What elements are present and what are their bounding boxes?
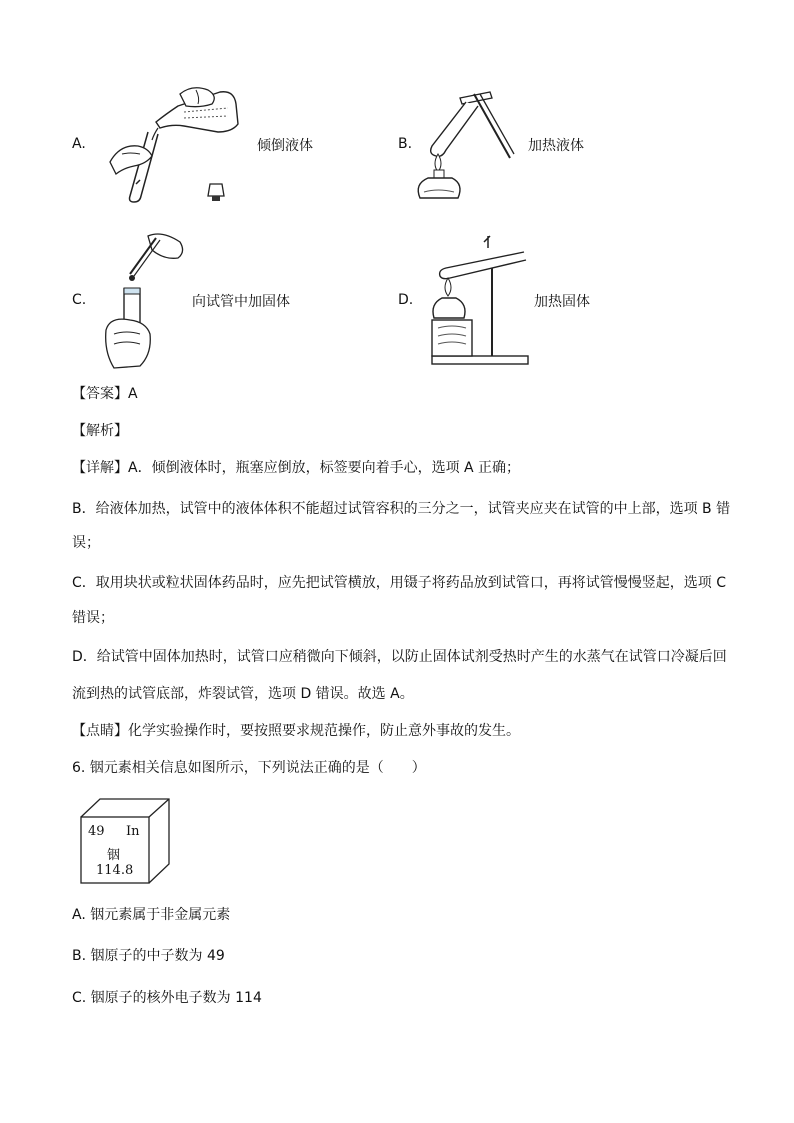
add-solid-illustration xyxy=(100,230,190,370)
option-a-letter: A. xyxy=(72,136,86,152)
option-d-letter: D. xyxy=(398,292,414,308)
answer-line xyxy=(72,384,138,404)
detail-line-2b: 误； xyxy=(72,535,100,551)
detail-text-1: A．倾倒液体时，瓶塞应倒放，标签要向着手心，选项 A 正确； xyxy=(128,460,521,476)
element-symbol: In xyxy=(126,824,140,839)
option-c-caption: 向试管中加固体 xyxy=(192,294,290,310)
analysis-tag: 【解析】 xyxy=(72,423,128,439)
atomic-mass: 114.8 xyxy=(96,863,134,878)
option-b-caption: 加热液体 xyxy=(528,138,584,154)
atomic-number: 49 xyxy=(88,824,105,839)
detail-line-4a: D．给试管中固体加热时，试管口应稍微向下倾斜，以防止固体试剂受热时产生的水蒸气在试管口冷凝后回 xyxy=(72,649,727,665)
detail-line-2a: B．给液体加热，试管中的液体体积不能超过试管容积的三分之一，试管夹应夹在试管的中上部，选项 B 错 xyxy=(72,501,731,517)
comment-line xyxy=(72,721,520,741)
comment-tag: 【点睛】 xyxy=(72,723,128,739)
answer-tag: 【答案】 xyxy=(72,386,128,402)
element-card xyxy=(80,798,170,884)
comment-text: 化学实验操作时，要按照要求规范操作，防止意外事故的发生。 xyxy=(128,723,520,739)
option-a-caption: 倾倒液体 xyxy=(257,138,313,154)
heat-solid-illustration xyxy=(426,232,536,368)
option-d-caption: 加热固体 xyxy=(534,294,590,310)
element-name: 铟 xyxy=(107,848,121,863)
question-6-stem: 6. 铟元素相关信息如图所示，下列说法正确的是（ ） xyxy=(72,760,426,776)
detail-line-3a: C．取用块状或粒状固体药品时，应先把试管横放，用镊子将药品放到试管口，再将试管慢慢竖起，选项 C xyxy=(72,575,726,591)
detail-tag: 【详解】 xyxy=(72,460,128,476)
detail-line-3b: 错误； xyxy=(72,610,114,626)
q6-option-b: B. 铟原子的中子数为 49 xyxy=(72,948,225,964)
detail-line-4b: 流到热的试管底部，炸裂试管，选项 D 错误。故选 A。 xyxy=(72,686,414,702)
q6-option-c: C. 铟原子的核外电子数为 114 xyxy=(72,990,262,1006)
q6-option-a: A. 铟元素属于非金属元素 xyxy=(72,907,231,923)
option-b-letter: B. xyxy=(398,136,413,152)
detail-line-1 xyxy=(72,458,520,478)
answer-value: A xyxy=(128,386,138,402)
option-c-letter: C. xyxy=(72,292,87,308)
heat-liquid-illustration xyxy=(414,88,524,210)
pour-liquid-illustration xyxy=(100,84,250,206)
